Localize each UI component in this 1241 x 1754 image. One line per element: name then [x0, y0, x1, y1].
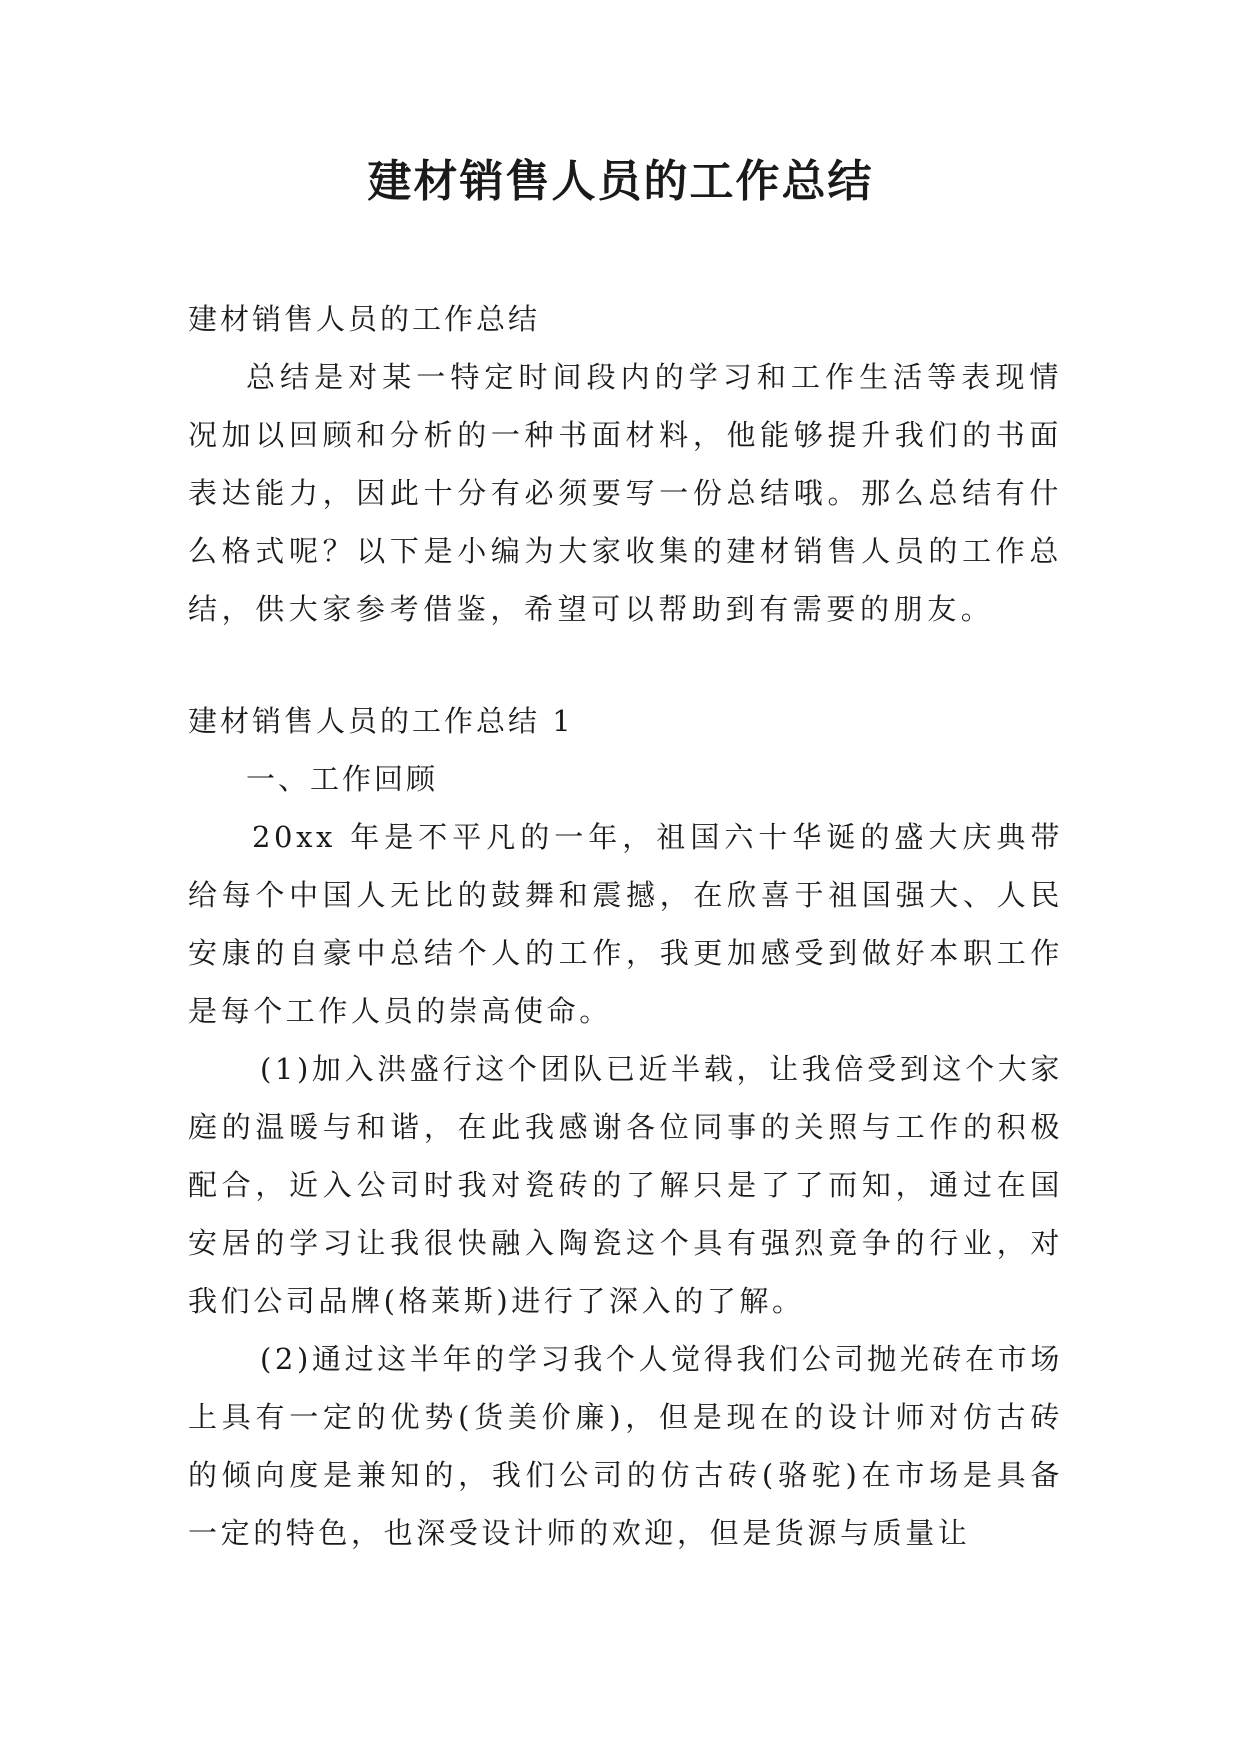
paragraph-1: (1)加入洪盛行这个团队已近半载，让我倍受到这个大家庭的温暖与和谐，在此我感谢各位同事的关照与工作的积极配合，近入公司时我对瓷砖的了解只是了了而知，通过在国安居的学习让我很快融入陶瓷这个具有强烈竟争的行业，对我们公司品牌(格莱斯)进行了深入的了解。	[188, 1052, 1063, 1318]
paragraph-main: 20xx 年是不平凡的一年，祖国六十华诞的盛大庆典带给每个中国人无比的鼓舞和震撼，在欣喜于祖国强大、人民安康的自豪中总结个人的工作，我更加感受到做好本职工作是每个工作人员的崇高使命。	[188, 820, 1063, 1028]
document-title: 建材销售人员的工作总结	[367, 156, 874, 207]
paragraph-2: (2)通过这半年的学习我个人觉得我们公司抛光砖在市场上具有一定的优势(货美价廉)，但是现在的设计师对仿古砖的倾向度是兼知的，我们公司的仿古砖(骆驼)在市场是具备一定的特色，也深受设计师的欢迎，但是货源与质量让	[188, 1342, 1063, 1550]
section-heading: 建材销售人员的工作总结 1	[188, 704, 574, 738]
document-subtitle: 建材销售人员的工作总结	[188, 302, 541, 336]
item-heading: 一、工作回顾	[246, 762, 439, 796]
intro-paragraph: 总结是对某一特定时间段内的学习和工作生活等表现情况加以回顾和分析的一种书面材料，他能够提升我们的书面表达能力，因此十分有必须要写一份总结哦。那么总结有什么格式呢？以下是小编为大家收集的建材销售人员的工作总结，供大家参考借鉴，希望可以帮助到有需要的朋友。	[188, 360, 1063, 626]
